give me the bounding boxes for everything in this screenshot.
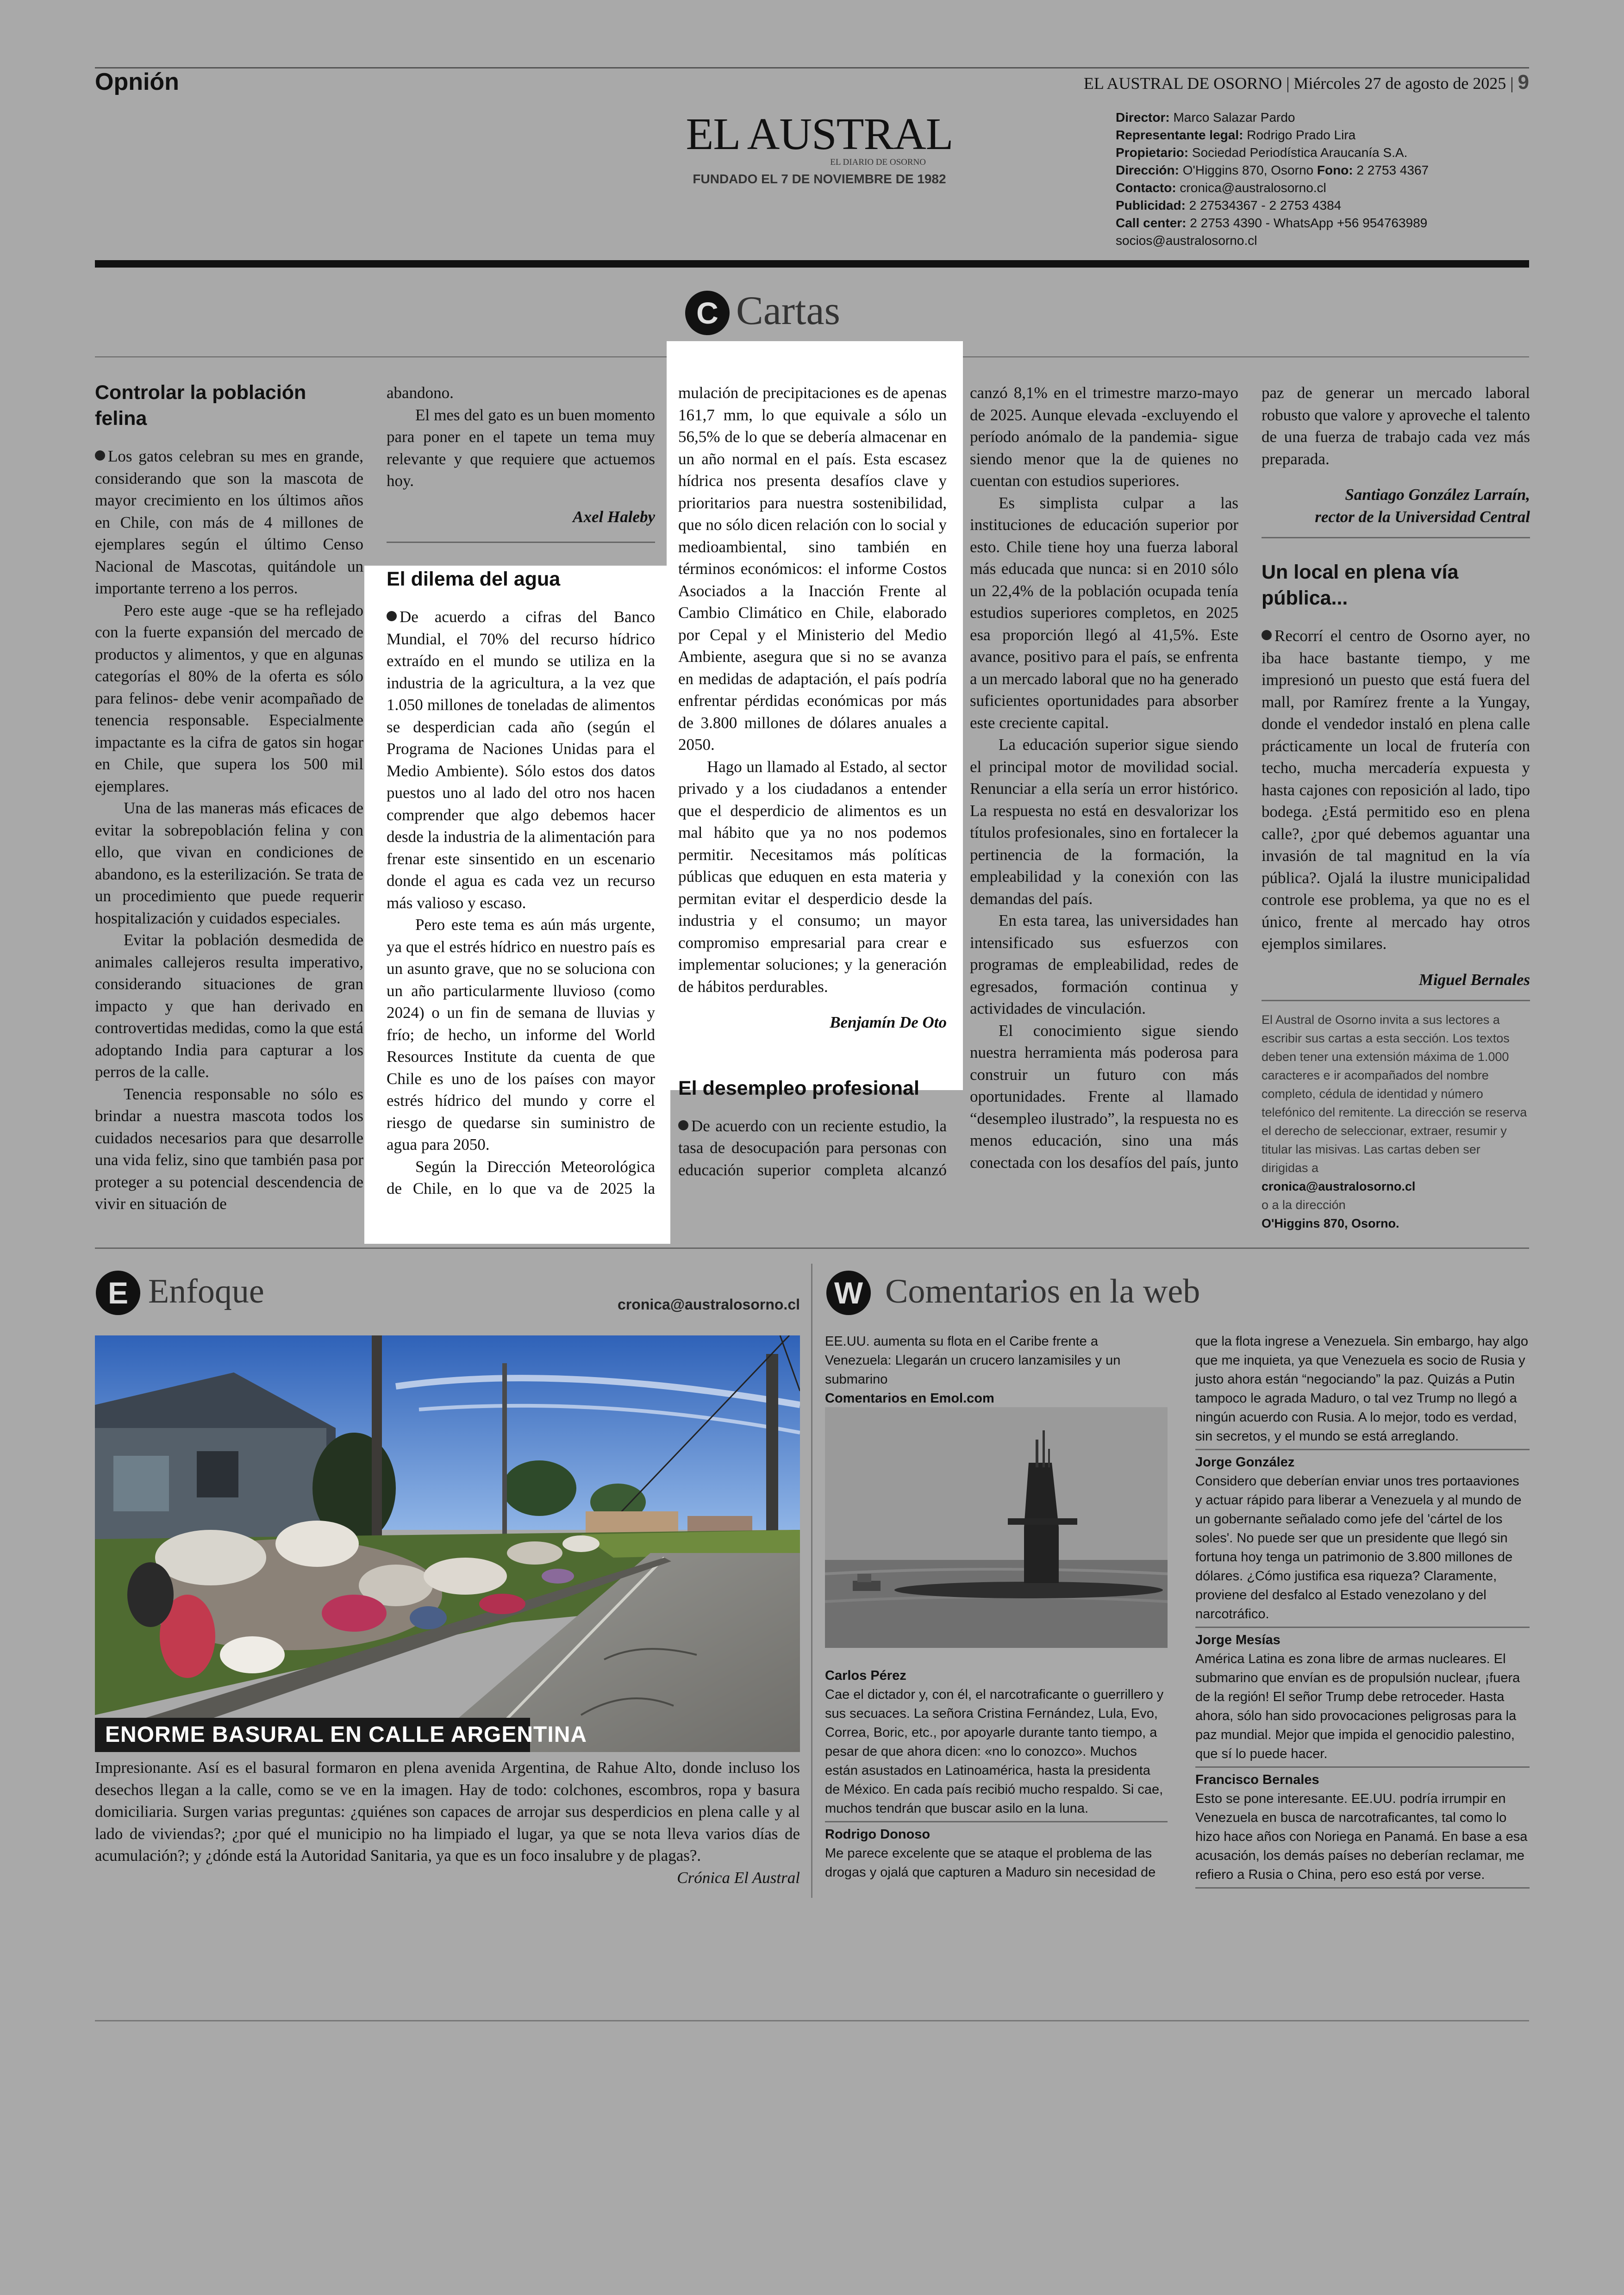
page-bottom-rule [95,2020,1529,2021]
bullet-icon [387,611,397,621]
letter-paragraph: Los gatos celebran su mes en grande, considerando que son la mascota de mayor crecimiento en los últimos años en Chile, con más de 4 millones de ejemplares según el último Censo Nacional de Mascotas, quitándole un importante terreno a los perros. [95,447,363,597]
commenter-name: Francisco Bernales [1195,1772,1319,1787]
enfoque-title: Enfoque [148,1272,264,1310]
submarine-image [825,1407,1168,1648]
web-logo-icon: W [826,1271,871,1315]
letter-signature-role: rector de la Universidad Central [1315,507,1530,526]
letter-paragraph: paz de generar un mercado laboral robusto que valore y aproveche el talento de una fuerza de trabajo cada vez más preparada. [1262,384,1530,468]
letter-paragraph: La educación superior sigue siendo el principal motor de movilidad social. Renunciar a ella sería un error histórico. La respuesta no está en desvalorizar los títulos profesionales, sino en fortalecer la pertinencia de la formación, la empleabilidad y la conexión con las demandas del país. [970,736,1238,908]
web-title: Comentarios en la web [885,1272,1200,1310]
letter-paragraph: En esta tarea, las universidades han intensificado sus esfuerzos con programas de empleabilidad, redes de egresados, formación continua y actividades de vinculación. [970,911,1238,1017]
staff-email: socios@australosorno.cl [1116,233,1257,248]
letters-col2 [387,382,655,1200]
letter-signature: Miguel Bernales [1418,970,1530,989]
letter-paragraph: Tenencia responsable no sólo es brindar a nuestra mascota todos los cuidados necesarios para que desarrolle una vida feliz, sino que también pasa por proteger a su potencial descendencia de vivir en situación de [95,1085,363,1213]
web-col1-comments [825,1666,1168,1882]
staff-line: Contacto: cronica@australosorno.cl [1116,181,1326,195]
top-rule [95,67,1529,69]
web-col1 [825,1332,1168,1408]
note-or: o a la dirección [1262,1198,1346,1212]
comment-text: América Latina es zona libre de armas nucleares. El submarino que envían es de propulsión nuclear, ¡fuera de la región! El señor Trump debe retroceder. Hasta ahora, sólo han sido provocaciones peligrosas para la paz mundial. Mejor que impida el genocidio palestino, que sí lo puede hacer. [1195,1652,1520,1761]
photo-caption: ENORME BASURAL EN CALLE ARGENTINA [105,1722,587,1747]
commenter-name: Jorge Mesías [1195,1633,1280,1647]
letter-paragraph: Pero este auge -que se ha reflejado con la fuerte expansión del mercado de productos y alimentos, y que en algunas categorías el 80% de la oferta es sólo para felinos- debe venir acompañado de tenencia responsable. Especialmente impactante es la cifra de gatos sin hogar en Chile, que supera los 500 mil ejemplares. [95,601,363,795]
bullet-icon [1262,630,1272,640]
bullet-icon [678,1120,688,1130]
letter-paragraph: De acuerdo a cifras del Banco Mundial, el 70% del recurso hídrico extraído en el mundo se utiliza en la industria de la agricultura, a la vez que 1.050 millones de toneladas de alimentos se desperdician cada año (según el Programa de Naciones Unidas para el Medio Ambiente). Sólo estos dos datos puestos uno al lado del otro nos hacen comprender que algo debemos hacer desde la industria de la alimentación para frenar este sinsentido en un escenario donde el agua es cada vez un recurso más valioso y escaso. [387,608,655,912]
letter-paragraph: Pero este tema es aún más urgente, ya que el estrés hídrico en nuestro país es un asunto grave, que no se soluciona con un año particularmente lluvioso (como 2024) o un fin de semana de lluvias y frío; de hecho, un informe del World Resources Institute da cuenta de que Chile es uno de los países con mayor estrés hídrico del mundo y corre el riesgo de quedarse sin suministro de agua para 2050. [387,916,655,1154]
web-source: Comentarios en Emol.com [825,1391,994,1406]
staff-box [1116,109,1532,249]
comment-text: Esto se pone interesante. EE.UU. podría irrumpir en Venezuela en busca de narcotraficantes, tal como lo hizo hace años con Noriega en Panamá. En base a esa acusación, los demás países no deberían reclamar, me refiero a Rusia o China, pero eso está por verse. [1195,1791,1528,1882]
note-text: El Austral de Osorno invita a sus lectores a escribir sus cartas a esta sección. Los textos deben tener una extensión máxima de 1.000 caracteres e ir acompañados del nombre completo, cédula de identidad y número telefónico del remitente. La dirección se reserva el derecho de seleccionar, extraer, resumir y titular las misivas. Las cartas deben ser dirigidas a [1262,1013,1527,1175]
commenter-name: Jorge González [1195,1455,1295,1470]
letter-paragraph: mulación de precipitaciones es de apenas 161,7 mm, lo que equivale a sólo un 56,5% de lo que se debería almacenar en un año normal en el país. Esta escasez hídrica nos presenta desafíos clave y prioritarios para nuestra sostenibilidad, que no sólo dicen relación con lo social y medioambiental, sino también en términos económicos: el informe Costos Asociados a la Inacción Frente al Cambio Climático en Chile, elaborado por Cepal y el Ministerio del Medio Ambiente, asegura que si no se avanza en medidas de adaptación, el país podría enfrentar pérdidas económicas por más de 3.800 millones de dólares anuales a 2050. [678,384,947,754]
masthead-sub: EL DIARIO DE OSORNO [830,157,926,167]
enfoque-credit: Crónica El Austral [677,1868,800,1887]
comment-text: Me parece excelente que se ataque el problema de las drogas y ojalá que capturen a Maduro sin necesidad de [825,1846,1156,1880]
comment-divider [1195,1449,1530,1450]
comment-divider [1195,1766,1530,1768]
vertical-divider [811,1264,812,1898]
enfoque-paragraph: Impresionante. Así es el basural formaron en plena avenida Argentina, de Rahue Alto, donde incluso los desechos llegan a la calle, como se ve en la imagen. Hay de todo: colchones, escombros, ropa y basura domiciliaria. Surgen varias preguntas: ¿quiénes son capaces de arrojar sus desperdicios en plena calle y al lado de viviendas?; ¿por qué el municipio no ha limpiado el lugar, ya que se nota lleva varios días de acumulación?; y ¿dónde está la Autoridad Sanitaria, ya que es un foco insalubre y de plagas?. [95,1759,800,1865]
letter-divider [1262,1000,1530,1001]
cartas-title: Cartas [736,288,840,333]
letter-paragraph: abandono. [387,384,454,402]
letter-paragraph: canzó 8,1% en el trimestre marzo-mayo de 2025. Aunque elevada -excluyendo el período anómalo de la pandemia- sigue siendo menor que la de quienes no cuentan con estudios superiores. [970,384,1238,490]
letter-paragraph: Recorrí el centro de Osorno ayer, no iba hace bastante tiempo, y me impresionó un puesto que está fuera del mall, por Ramírez frente a la Yungay, donde el vendedor instaló en plena calle prácticamente un local de frutería con techo, mucha mercadería expuesta y hasta cajones con reposición al lado, tipo bodega. ¿Está permitido eso en plena calle?, ¿por qué debemos aguantar una invasión de tal magnitud en la vía pública?. Ojalá la ilustre municipalidad controle ese problema, ya que no es el único, frente al mercado hay otros ejemplos similares. [1262,627,1530,953]
letter-title: Un local en plena vía pública... [1262,561,1459,609]
letter-paragraph: De acuerdo con un reciente estudio, la tasa de desocupación para personas con educación superior completa alcanzó [678,1116,947,1179]
letter-paragraph: Evitar la población desmedida de animales callejeros resulta imperativo, considerando situaciones de gran impacto y que han derivado en controvertidas medidas, como la que está adoptando India para capturar a los perros de la calle. [95,931,363,1081]
enfoque-email: cronica@australosorno.cl [618,1296,800,1313]
letter-paragraph: El conocimiento sigue siendo nuestra herramienta más poderosa para construir un futuro con más oportunidades. Frente al llamado “desempleo ilustrado”, la respuesta no es menos educación, sino una más conectada con los desafíos del país, junto [970,1021,1238,1172]
letter-paragraph: Hago un llamado al Estado, al sector privado y a los ciudadanos a entender que el desperdicio de alimentos es un mal hábito que ya no nos podemos permitir. Necesitamos más políticas públicas que eduquen en esta materia y permitan evitar el desperdicio desde la industria y el consumo; un mayor compromiso empresarial para crear e implementar soluciones; y la generación de hábitos perdurables. [678,757,947,996]
garbage-street-photo [95,1335,800,1752]
web-headline: EE.UU. aumenta su flota en el Caribe frente a Venezuela: Llegarán un crucero lanzamisiles y un submarino [825,1334,1121,1387]
masthead-title: EL AUSTRAL [686,109,953,159]
submarine-photo [825,1407,1168,1648]
page-number: 9 [1518,71,1529,94]
commenter-name: Carlos Pérez [825,1668,906,1683]
web-col2-comments [1195,1332,1530,1891]
cartas-logo-icon: C [685,291,730,335]
paper-date [1084,69,1529,96]
masthead-founded: FUNDADO EL 7 DE NOVIEMBRE DE 1982 [693,172,946,186]
submission-note [1262,1010,1530,1233]
staff-line: Director: Marco Salazar Pardo [1116,110,1295,125]
letter-divider [1262,537,1530,538]
letters-col4 [970,382,1238,1173]
enfoque-logo-icon: E [96,1271,140,1315]
comment-text: Considero que deberían enviar unos tres portaaviones y actuar rápido para liberar a Venezuela y al mundo de un gobernante señalado como jefe del 'cártel de los soles'. No puede ser que un presidente que llegó sin fortuna hoy tenga un patrimonio de 3.800 millones de dólares. ¿Cómo justifica esa riqueza? Claramente, proviene del desfalco al Estado venezolano y del narcotráfico. [1195,1474,1522,1621]
header-thick-rule [95,260,1529,268]
section-label: Opnión [95,69,179,95]
staff-line: Call center: 2 2753 4390 - WhatsApp +56 954763989 [1116,216,1428,230]
staff-line: Dirección: O'Higgins 870, Osorno Fono: 2 2753 4367 [1116,163,1429,177]
bullet-icon [95,450,105,461]
letters-col3 [678,382,947,1181]
letter-paragraph: El mes del gato es un buen momento para poner en el tapete un tema muy relevante y que requiere que actuemos hoy. [387,405,655,490]
comment-text: que la flota ingrese a Venezuela. Sin embargo, hay algo que me inquieta, ya que Venezuela es socio de Rusia y justo ahora están “negociando” la paz. Quizás a Putin tampoco le agrada Maduro, o tal vez Trump no llegó a ningún acuerdo con Rusia. A lo mejor, todo es verdad, sin secretos, y el mundo se está arreglando. [1195,1334,1529,1444]
commenter-name: Rodrigo Donoso [825,1827,931,1842]
letter-signature: Axel Haleby [573,507,655,526]
letter-paragraph: Según la Dirección Meteorológica de Chile, en lo que va de 2025 la [387,1157,655,1197]
letter-divider [387,542,655,543]
paper-date-text: EL AUSTRAL DE OSORNO | Miércoles 27 de agosto de 2025 | [1083,74,1514,93]
letter-felina-col1 [95,380,363,1215]
cartas-bottom-rule [95,1247,1529,1249]
masthead [676,111,963,191]
letter-signature: Benjamín De Oto [830,1013,947,1031]
comment-text: Cae el dictador y, con él, el narcotraficante o guerrillero y sus secuaces. La señora Cristina Fernández, Lula, Evo, Correa, Boric, etc., por apoyarle durante tanto tiempo, a pesar de que ahora dicen: «no lo conozco». Muchos están asustados en Latinoamérica, hasta la presidenta de México. En cada país recibió mucho respaldo. Si cae, muchos tendrán que buscar asilo en la luna. [825,1687,1164,1816]
letter-title: El dilema del agua [387,568,561,590]
enfoque-photo [95,1335,800,1752]
comment-divider [1195,1887,1530,1889]
letter-paragraph: Es simplista culpar a las instituciones de educación superior por esto. Chile tiene hoy una fuerza laboral más educada que nunca: si en 2010 sólo un 22,4% de la población ocupada tenía estudios superiores completos, en 2025 esa proporción llegó al 41,5%. Este avance, positivo para el país, se enfrenta a un mercado laboral que no ha generado suficientes oportunidades para absorber este creciente capital. [970,493,1238,732]
note-address: O'Higgins 870, Osorno. [1262,1216,1399,1230]
letter-paragraph: Una de las maneras más eficaces de evitar la sobrepoblación felina y con ello, que vivan en condiciones de abandono, es la esterilización. Se trata de un procedimiento que puede requerir hospitalización y cuidados especiales. [95,799,363,927]
letter-title: Controlar la población felina [95,381,306,430]
comment-divider [1195,1627,1530,1628]
note-email: cronica@australosorno.cl [1262,1179,1416,1193]
letter-title: El desempleo profesional [678,1077,919,1099]
letter-signature: Santiago González Larraín, [1345,486,1530,504]
staff-line: Propietario: Sociedad Periodística Araucanía S.A. [1116,145,1408,160]
staff-line: Publicidad: 2 27534367 - 2 2753 4384 [1116,198,1342,212]
staff-line: Representante legal: Rodrigo Prado Lira [1116,128,1356,142]
enfoque-text [95,1757,800,1889]
comment-divider [825,1821,1168,1822]
letters-col5 [1262,382,1530,1233]
